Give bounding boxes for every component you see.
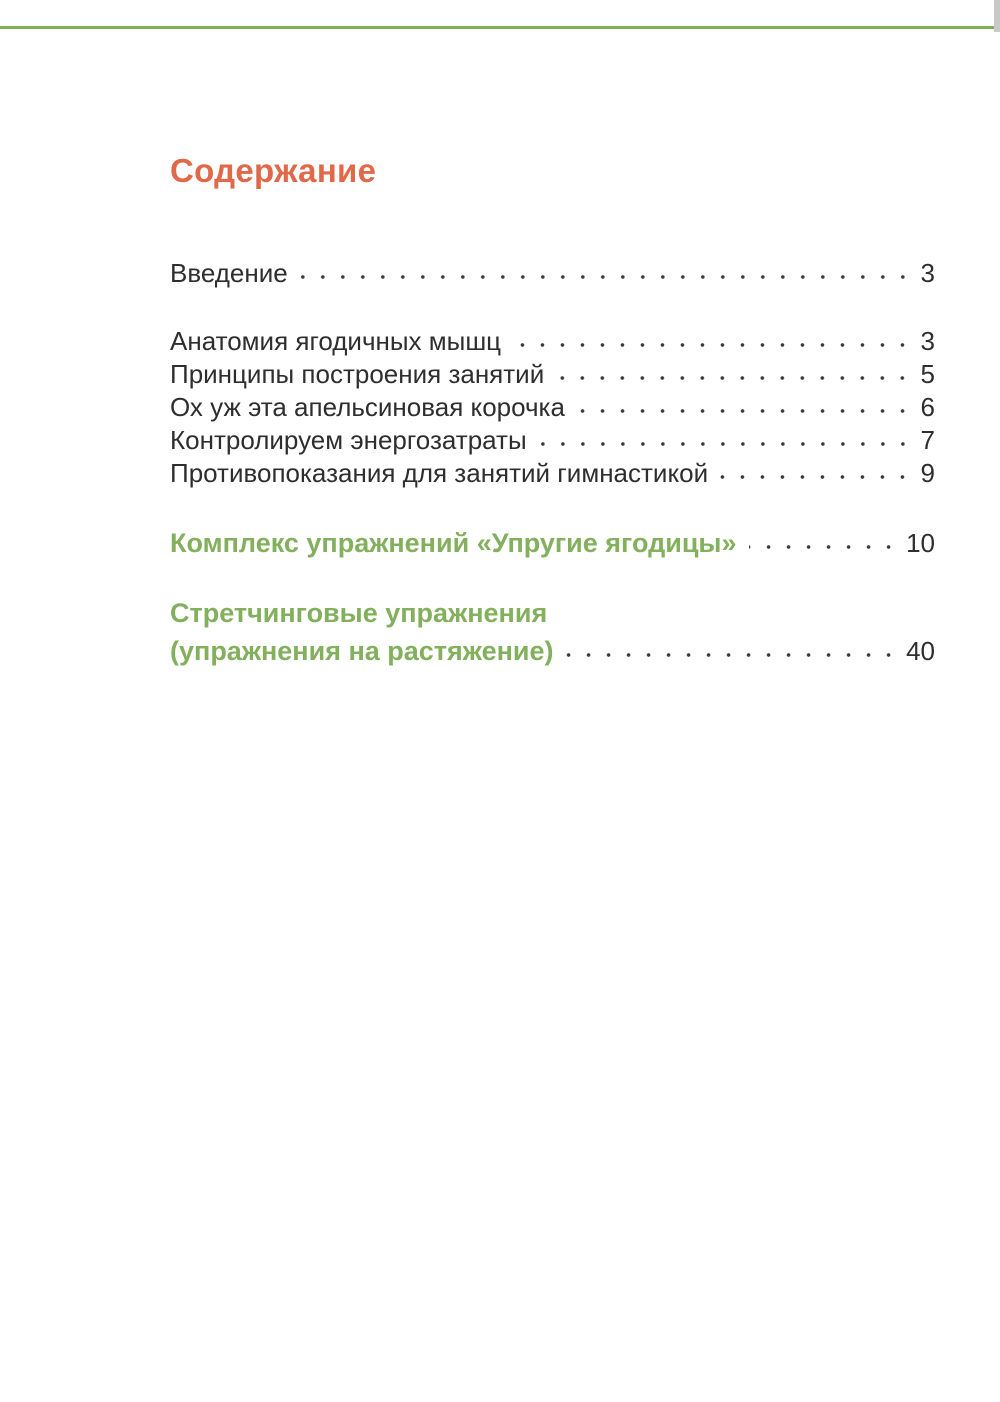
toc-entry-page: 3 [920, 258, 935, 288]
toc-section-entry[interactable] [170, 636, 935, 667]
toc-entry-label: Ох уж эта апельсиновая корочка [170, 392, 565, 422]
toc-entry-label: Принципы построения занятий [170, 359, 545, 389]
toc-entry[interactable] [170, 359, 935, 390]
toc-entry-label: Противопоказания для занятий гимнастикой [170, 458, 709, 488]
dot-leader [539, 442, 913, 446]
toc-title: Содержание [170, 152, 377, 189]
toc-entry-page: 40 [906, 636, 935, 666]
dot-leader [513, 343, 912, 347]
toc-entry-label: Анатомия ягодичных мышц [170, 326, 502, 356]
toc-entry-page: 7 [920, 425, 935, 455]
toc-section-label: Комплекс упражнений «Упругие ягодицы» [170, 528, 737, 558]
dot-leader [749, 545, 899, 549]
toc-entry-page: 9 [920, 458, 935, 488]
dot-leader [577, 409, 913, 413]
dot-leader [720, 475, 912, 479]
toc-entry-page: 6 [920, 392, 935, 422]
dot-leader [300, 275, 913, 279]
toc-entry[interactable] [170, 458, 935, 489]
toc-entry-label: Введение [170, 258, 288, 288]
toc-entry-label: Контролируем энергозатраты [170, 425, 527, 455]
page-corner-mark [994, 0, 1000, 32]
toc-entry[interactable] [170, 425, 935, 456]
toc-entry-page: 3 [920, 326, 935, 356]
toc-entry-page: 10 [906, 528, 935, 558]
top-rule [0, 26, 1000, 29]
dot-leader [556, 376, 912, 380]
toc-section-label-line2: (упражнения на растяжение) [170, 636, 554, 666]
toc-section-label-line1[interactable]: Стретчинговые упражнения [170, 598, 548, 628]
toc-entry[interactable] [170, 392, 935, 423]
toc-section-entry[interactable] [170, 528, 935, 559]
dot-leader [566, 653, 899, 657]
toc-entry-page: 5 [920, 359, 935, 389]
toc-entry[interactable] [170, 326, 935, 357]
toc-entry-intro[interactable] [170, 258, 935, 289]
